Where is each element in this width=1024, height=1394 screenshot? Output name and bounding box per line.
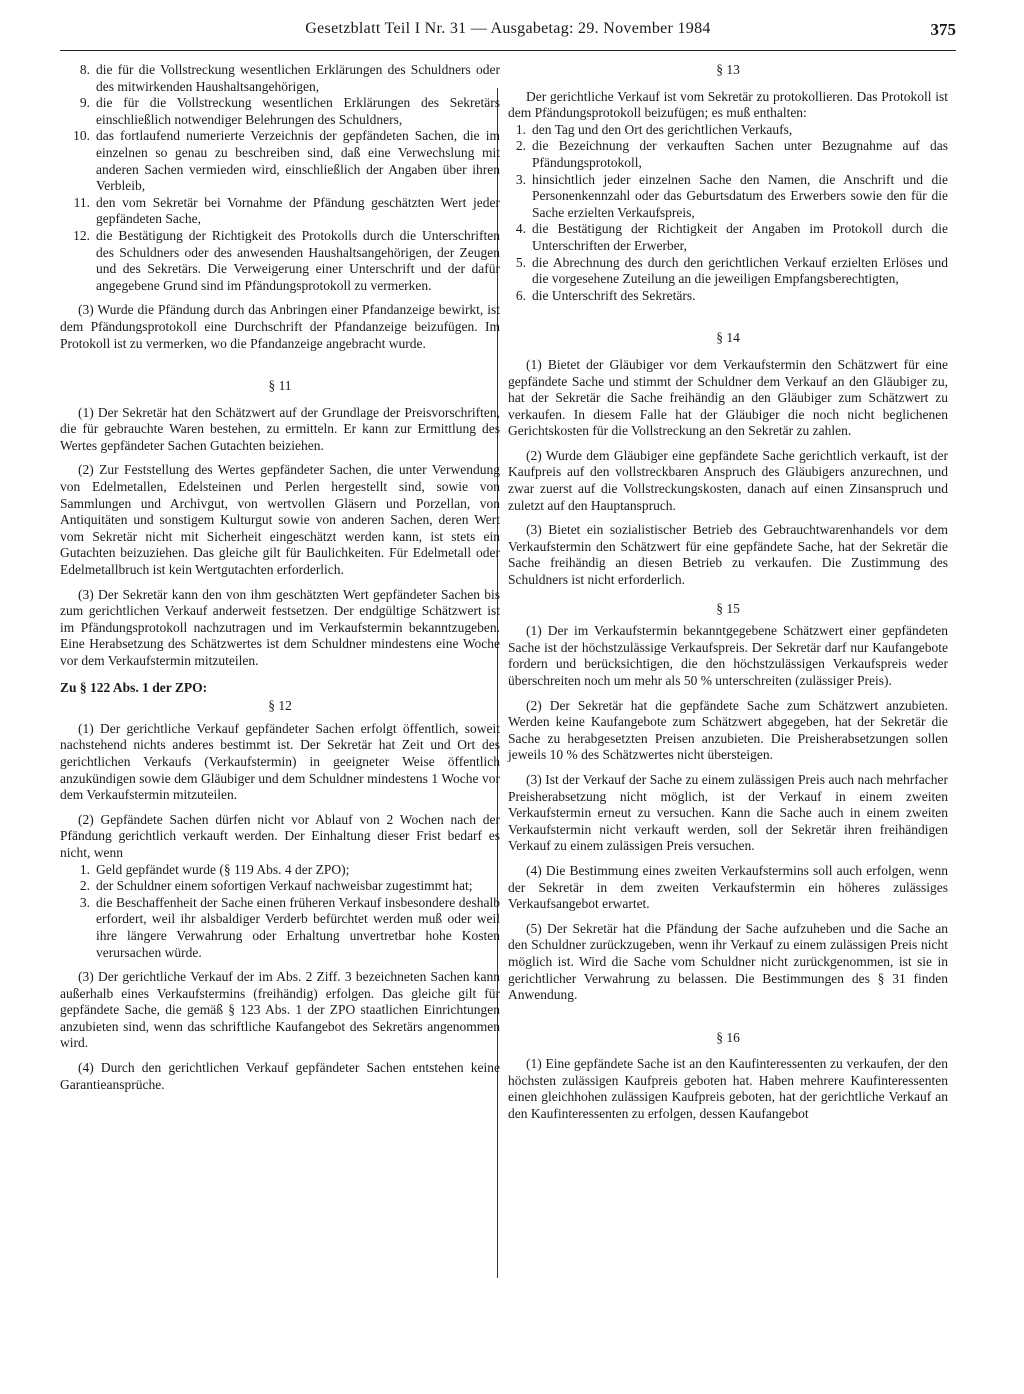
- item-list: [60, 862, 500, 962]
- section-heading: § 14: [716, 330, 740, 346]
- item-number: 8.: [79, 62, 90, 77]
- item-text: den vom Sekretär bei Vornahme der Pfändung geschätzten Wert jeder gepfändeten Sache,: [96, 194, 500, 227]
- section-heading: § 16: [716, 1029, 740, 1045]
- item-text: die Abrechnung des durch den gerichtlichen Verkauf erzielten Erlöses und die vorgesehene Zuteilung an die jeweiligen Empfangsberechtigten,: [532, 254, 948, 287]
- list-item: [60, 878, 500, 895]
- paragraph: (2) Gepfändete Sachen dürfen nicht vor Ablauf von 2 Wochen nach der Pfändung gerichtlich verkauft werden. Der Einhaltung dieser Frist bedarf es nicht, wenn: [60, 811, 500, 860]
- section-heading: § 13: [716, 62, 740, 77]
- item-number: 6.: [515, 287, 526, 303]
- page-number: 375: [930, 20, 956, 39]
- page-header: [60, 20, 956, 51]
- header-title: Gesetzblatt Teil I Nr. 31 — Ausgabetag: 29. November 1984: [305, 20, 711, 37]
- paragraph: (1) Der Sekretär hat den Schätzwert auf der Grundlage der Preisvorschriften, die für gebrauchte Waren bestehen, zu ermitteln. Er kann zur Ermittlung des Wertes gepfändeter Sachen Gutachten beiziehen.: [60, 404, 500, 453]
- list-item: [508, 255, 948, 288]
- item-text: der Schuldner einem sofortigen Verkauf nachweisbar zugestimmt hat;: [96, 878, 473, 894]
- paragraph: (3) Der gerichtliche Verkauf der im Abs. 2 Ziff. 3 bezeichneten Sachen kann außerhalb eines Verkaufstermins (freihändig) erfolgen. Das gleiche gilt für gepfändete Sache, die gemäß § 123 Abs. 1 der ZPO staatlichen Einrichtungen anzubieten sind, wenn das schriftliche Kaufangebot des Sekretärs angenommen wird.: [60, 969, 500, 1051]
- paragraph: (3) Bietet ein sozialistischer Betrieb des Gebrauchtwarenhandels vor dem Verkaufstermin den Schätzwert für eine gepfändete Sache, hat der Sekretär die Sache freihändig an diesen Betrieb zu verkaufen. Die Zustimmung des Schuldners ist nicht erforderlich.: [508, 522, 948, 588]
- right-column: [508, 62, 948, 1131]
- list-item: [508, 221, 948, 254]
- item-text: die für die Vollstreckung wesentlichen Erklärungen des Schuldners oder des mitwirkenden Haushaltsangehörigen,: [96, 62, 500, 94]
- item-number: 5.: [515, 254, 526, 270]
- list-item: [508, 172, 948, 222]
- paragraph: (2) Wurde dem Gläubiger eine gepfändete Sache gerichtlich verkauft, ist der Kaufpreis auf den vollstreckbaren Anspruch des Gläubigers anzurechnen, und zwar zuerst auf die Vollstreckungskosten, danach auf einen Zinsanspruch und zuletzt auf den Hauptanspruch.: [508, 447, 948, 513]
- reference-heading: Zu § 122 Abs. 1 der ZPO:: [60, 679, 208, 695]
- item-number: 3.: [79, 894, 90, 910]
- section-heading: § 12: [268, 698, 292, 714]
- left-column: [60, 62, 500, 1101]
- item-number: 10.: [73, 128, 90, 144]
- list-item: [60, 862, 500, 879]
- item-text: die Bestätigung der Richtigkeit des Protokolls durch die Unterschriften des Schuldners oder des anwesenden Haushaltsangehörigen, der Zeugen und des Sekretärs. Die Verweigerung einer Unterschrift und der dafür angegebene Grund sind im Pfändungsprotokoll zu vermerken.: [96, 227, 500, 293]
- item-text: den Tag und den Ort des gerichtlichen Verkaufs,: [532, 121, 793, 137]
- list-item: [60, 62, 500, 95]
- item-number: 11.: [73, 194, 90, 210]
- item-text: die Bezeichnung der verkauften Sachen unter Bezugnahme auf das Pfändungsprotokoll,: [532, 138, 948, 170]
- item-number: 2.: [79, 878, 90, 894]
- paragraph: (1) Bietet der Gläubiger vor dem Verkaufstermin den Schätzwert für eine gepfändete Sache und stimmt der Schuldner dem Verkauf an den Gläubiger zu, hat der Sekretär die Sache freihändig an den Gläubiger zum Schätzwert zu verkaufen. In diesem Falle hat der Gläubiger die noch nicht beglichenen Gerichtskosten für die Vollstreckung an den Sekretär zu zahlen.: [508, 356, 948, 439]
- paragraph: (1) Der im Verkaufstermin bekanntgegebene Schätzwert einer gepfändeten Sache ist der höchstzulässige Verkaufspreis. Der Sekretär darf nur Kaufangebote fordern und berücksichtigen, die den höchstzulässigen Verkaufspreis weder überschreiten noch um mehr als 50 % unterschreiten (zulässiger Preis).: [508, 623, 948, 688]
- paragraph: Der gerichtliche Verkauf ist vom Sekretär zu protokollieren. Das Protokoll ist dem Pfändungsprotokoll beizufügen; es muß enthalten:: [508, 88, 948, 121]
- paragraph: (5) Der Sekretär hat die Pfändung der Sache aufzuheben und die Sache an den Schuldner zurückzugeben, wenn ihr Verkauf zu einem zulässigen Preis nicht möglich ist. Wird die Sache vom Schuldner nicht zurückgenommen, ist sie in gerichtlicher Verwahrung zu belassen. Die Bestimmungen des § 31 finden Anwendung.: [508, 920, 948, 1003]
- list-item: [508, 288, 948, 305]
- item-text: hinsichtlich jeder einzelnen Sache den Namen, die Anschrift und die Personenkennzahl oder das Geburtsdatum des Erwerbers sowie den für die Sache erzielten Verkaufspreis,: [532, 171, 948, 220]
- list-item: [60, 195, 500, 228]
- item-text: die für die Vollstreckung wesentlichen Erklärungen des Sekretärs einschließlich notwendiger Belehrungen des Schuldners,: [96, 95, 500, 127]
- list-item: [60, 895, 500, 961]
- item-text: die Beschaffenheit der Sache einen früheren Verkauf insbesondere deshalb erfordert, weil ihr alsbaldiger Verderb befürchtet werden muß oder weil ihre längere Verwahrung oder Erhaltung unvertretbar hohe Kosten verursachen würde.: [96, 894, 500, 960]
- paragraph: (1) Der gerichtliche Verkauf gepfändeter Sachen erfolgt öffentlich, soweit nachstehend nichts anderes bestimmt ist. Der Sekretär hat Zeit und Ort des gerichtlichen Verkaufs (Verkaufstermin) in geeigneter Weise öffentlich anzukündigen sowie dem Gläubiger und dem Schuldner mindestens 1 Woche vor dem Verkaufstermin mitzuteilen.: [60, 720, 500, 803]
- item-list: [60, 62, 500, 294]
- list-item: [508, 138, 948, 171]
- item-number: 4.: [515, 221, 526, 237]
- list-item: [60, 95, 500, 128]
- section-heading: § 15: [716, 600, 740, 616]
- list-item: [60, 228, 500, 294]
- item-text: das fortlaufend numerierte Verzeichnis der gepfändeten Sachen, die im einzelnen so genau zu beschreiben sind, daß eine Verwechslung mit anderen Sachen vermieden wird, einschließlich der Angaben über ihren Verbleib,: [96, 128, 500, 194]
- list-item: [60, 128, 500, 194]
- paragraph: (1) Eine gepfändete Sache ist an den Kaufinteressenten zu verkaufen, der den höchsten zulässigen Kaufpreis geboten hat. Haben mehrere Kaufinteressenten einen gleichhohen zulässigen Kaufpreis geboten, hat der gerichtliche Verkauf an den Kaufinteressenten zu erfolgen, dessen Kaufangebot: [508, 1056, 948, 1122]
- paragraph: (2) Zur Feststellung des Wertes gepfändeter Sachen, die unter Verwendung von Edelmetallen, Edelsteinen und Perlen hergestellt sind, sowie von Sammlungen und Archivgut, von wertvollen Gläsern und Porzellan, von Antiquitäten und sonstigem Kulturgut sowie von anderen Sachen, deren Wert vom Sekretär nicht mit Sicherheit eingeschätzt werden kann, ist stets ein Gutachten beizuziehen. Das gleiche gilt für Baulichkeiten. Für Edelmetall oder Edelmetallbruch ist kein Wertgutachten erforderlich.: [60, 462, 500, 578]
- item-list: [508, 122, 948, 305]
- item-text: Geld gepfändet wurde (§ 119 Abs. 4 der ZPO);: [96, 861, 350, 877]
- paragraph: (2) Der Sekretär hat die gepfändete Sache zum Schätzwert anzubieten. Werden keine Kaufangebote zum Schätzwert abgegeben, hat der Sekretär die Sache zu herabgesetzten Preisen anzubieten. Die Preisherabsetzungen sollen jeweils 10 % des Schätzwertes nicht übersteigen.: [508, 697, 948, 763]
- section-heading: § 11: [268, 378, 292, 394]
- list-item: [508, 122, 948, 139]
- item-number: 1.: [79, 861, 90, 877]
- paragraph: (4) Die Bestimmung eines zweiten Verkaufstermins soll auch erfolgen, wenn der Sekretär in dem zweiten Verkaufstermin ein höheres zulässiges Verkaufsangebot erwartet.: [508, 862, 948, 912]
- paragraph: (4) Durch den gerichtlichen Verkauf gepfändeter Sachen entstehen keine Garantieansprüche.: [60, 1060, 500, 1092]
- paragraph: (3) Der Sekretär kann den von ihm geschätzten Wert gepfändeter Sachen bis zum gerichtlichen Verkauf anderweit festsetzen. Der endgültige Schätzwert ist im Pfändungsprotokoll nachzutragen und im Verkaufstermin bekanntzugeben. Eine Herabsetzung des Schätzwertes ist dem Schuldner mindestens eine Woche vor dem Verkaufstermin mitzuteilen.: [60, 586, 500, 668]
- item-text: die Bestätigung der Richtigkeit der Angaben im Protokoll durch die Unterschriften der Erwerber,: [532, 221, 948, 253]
- item-number: 12.: [73, 227, 90, 243]
- item-number: 2.: [515, 138, 526, 154]
- item-number: 9.: [79, 95, 90, 111]
- item-number: 3.: [515, 171, 526, 187]
- paragraph: (3) Wurde die Pfändung durch das Anbringen einer Pfandanzeige bewirkt, ist dem Pfändungsprotokoll eine Durchschrift der Pfandanzeige beizufügen. Im Protokoll ist zu vermerken, wo die Pfandanzeige angebracht wurde.: [60, 302, 500, 351]
- item-text: die Unterschrift des Sekretärs.: [532, 287, 696, 303]
- paragraph: (3) Ist der Verkauf der Sache zu einem zulässigen Preis auch nach mehrfacher Preisherabsetzung nicht möglich, ist der Verkauf in einem zweiten Verkaufstermin erneut zu versuchen. Kann die Sache auch in einem zweiten Verkaufstermin nicht verkauft werden, soll der Sekretär ihren freihändigen Verkauf zu einem zulässigen Preis versuchen.: [508, 771, 948, 854]
- item-number: 1.: [515, 121, 526, 137]
